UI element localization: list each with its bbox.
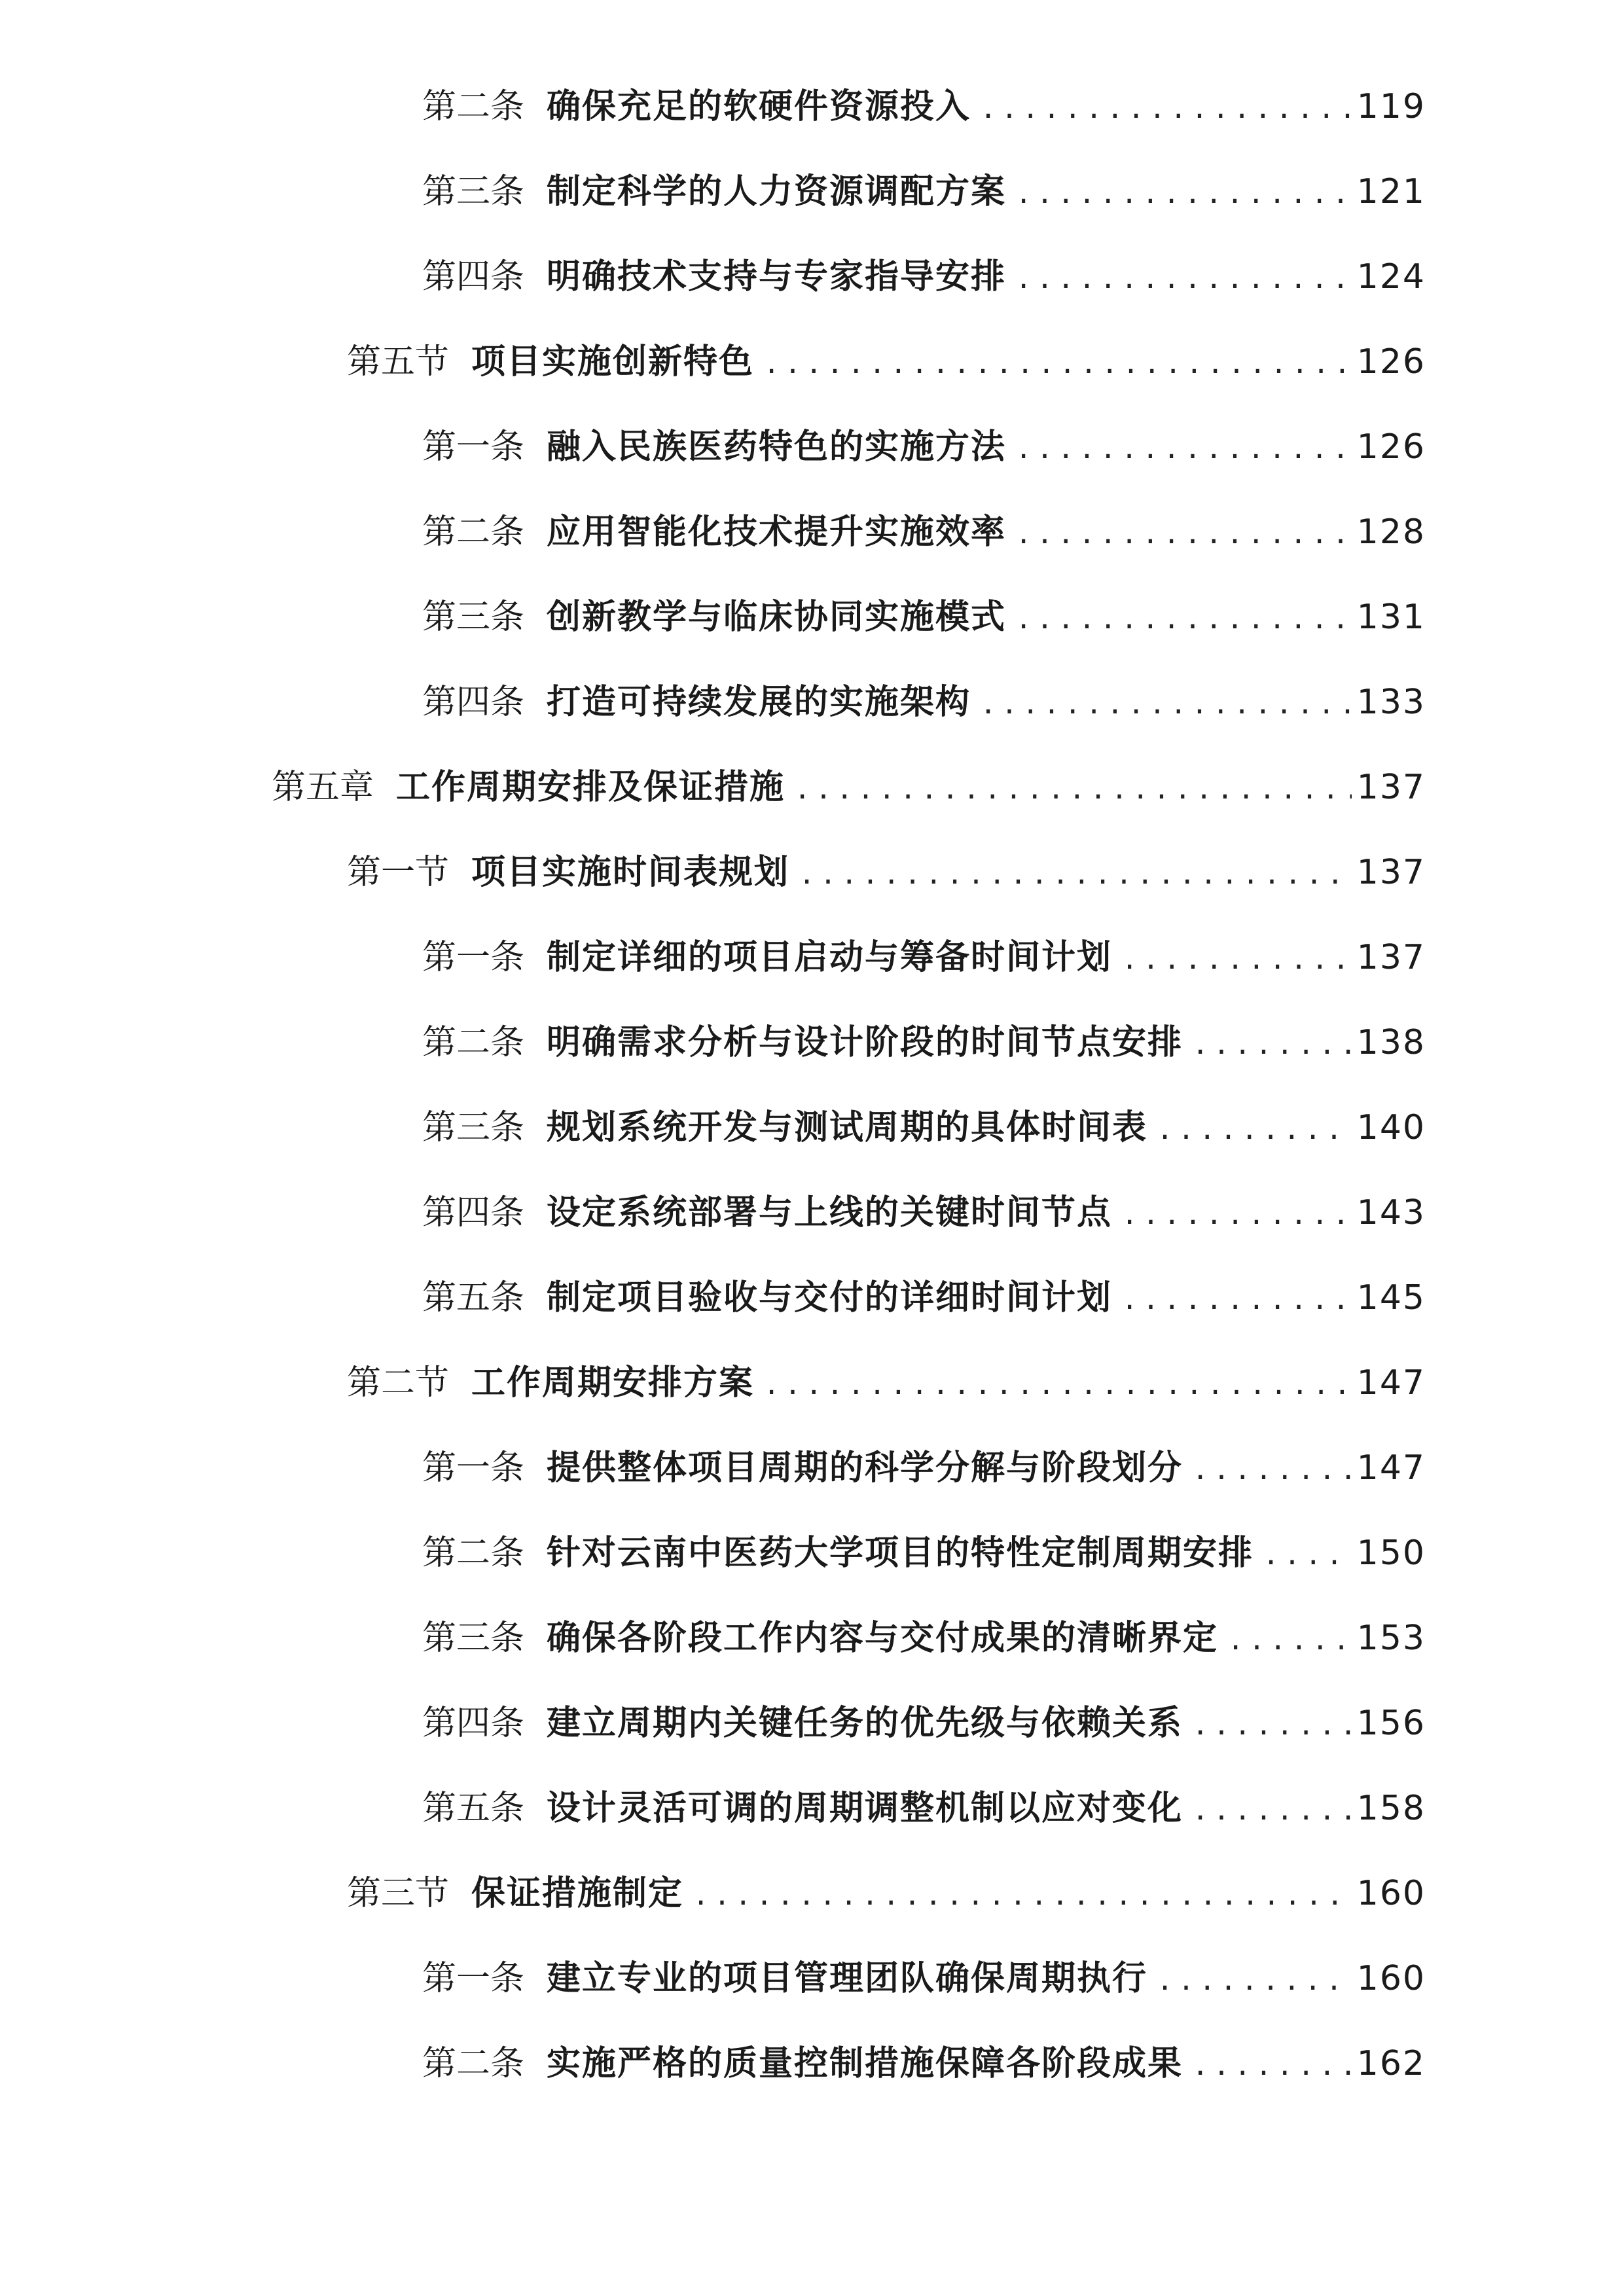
toc-entry[interactable] xyxy=(422,925,1426,990)
entry-number: 第三条 xyxy=(422,172,525,211)
toc-entry[interactable] xyxy=(422,244,1426,310)
entry-number: 第四条 xyxy=(422,1704,525,1743)
entry-title: 制定详细的项目启动与筹备时间计划 xyxy=(547,937,1113,977)
toc-entry[interactable] xyxy=(422,414,1426,480)
page-number: 137 xyxy=(1356,938,1426,977)
page-number: 124 xyxy=(1356,257,1426,296)
toc-entry[interactable] xyxy=(422,2031,1426,2096)
dot-leader xyxy=(1015,416,1352,482)
page-number: 150 xyxy=(1356,1534,1426,1573)
page-number: 147 xyxy=(1356,1363,1426,1403)
entry-title: 融入民族医药特色的实施方法 xyxy=(547,427,1007,467)
toc-entry[interactable] xyxy=(422,1605,1426,1671)
entry-number: 第五节 xyxy=(347,342,450,382)
toc-entry[interactable] xyxy=(422,74,1426,139)
toc-entry[interactable] xyxy=(422,499,1426,565)
dot-leader xyxy=(1121,927,1352,992)
page-number: 119 xyxy=(1356,87,1426,126)
entry-number: 第一条 xyxy=(422,938,525,977)
toc-entry[interactable] xyxy=(272,755,1426,820)
entry-number: 第二条 xyxy=(422,1534,525,1573)
entry-title: 明确技术支持与专家指导安排 xyxy=(547,257,1007,296)
toc-entry[interactable] xyxy=(422,1520,1426,1586)
dot-leader xyxy=(794,757,1352,822)
toc-entry[interactable] xyxy=(422,1691,1426,1756)
page-number: 133 xyxy=(1356,683,1426,722)
entry-number: 第三条 xyxy=(422,1619,525,1658)
toc-entry[interactable] xyxy=(347,329,1426,395)
toc-entry[interactable] xyxy=(422,1946,1426,2011)
entry-number: 第四条 xyxy=(422,1193,525,1232)
entry-title: 实施严格的质量控制措施保障各阶段成果 xyxy=(547,2043,1183,2083)
dot-leader xyxy=(1192,2033,1352,2098)
dot-leader xyxy=(1015,586,1352,652)
entry-title: 创新教学与临床协同实施模式 xyxy=(547,597,1007,637)
page-number: 160 xyxy=(1356,1874,1426,1913)
dot-leader xyxy=(1015,161,1352,226)
entry-title: 工作周期安排及保证措施 xyxy=(396,767,785,807)
entry-number: 第三条 xyxy=(422,1108,525,1147)
dot-leader xyxy=(980,672,1352,737)
dot-leader xyxy=(1015,501,1352,567)
page-number: 156 xyxy=(1356,1704,1426,1743)
toc-entry[interactable] xyxy=(422,584,1426,650)
entry-number: 第二条 xyxy=(422,512,525,552)
entry-number: 第二条 xyxy=(422,87,525,126)
toc-entry[interactable] xyxy=(347,1861,1426,1926)
entry-title: 明确需求分析与设计阶段的时间节点安排 xyxy=(547,1022,1183,1062)
toc-entry[interactable] xyxy=(422,1435,1426,1501)
toc-entry[interactable] xyxy=(422,1010,1426,1075)
toc-entry[interactable] xyxy=(422,1180,1426,1246)
page-number: 138 xyxy=(1356,1023,1426,1062)
dot-leader xyxy=(1192,1693,1352,1758)
dot-leader xyxy=(763,331,1352,397)
page-number: 137 xyxy=(1356,768,1426,807)
entry-number: 第三条 xyxy=(422,598,525,637)
dot-leader xyxy=(1263,1522,1352,1588)
entry-number: 第二条 xyxy=(422,2044,525,2083)
toc-entry[interactable] xyxy=(347,1350,1426,1416)
entry-number: 第一条 xyxy=(422,427,525,467)
entry-number: 第五条 xyxy=(422,1278,525,1318)
entry-title: 提供整体项目周期的科学分解与阶段划分 xyxy=(547,1448,1183,1488)
toc-entry[interactable] xyxy=(422,670,1426,735)
page-number: 160 xyxy=(1356,1959,1426,1998)
toc-entry[interactable] xyxy=(422,159,1426,224)
entry-number: 第四条 xyxy=(422,683,525,722)
dot-leader xyxy=(980,76,1352,141)
entry-title: 设定系统部署与上线的关键时间节点 xyxy=(547,1193,1113,1232)
dot-leader xyxy=(763,1352,1352,1418)
entry-number: 第五章 xyxy=(272,768,374,807)
page-number: 145 xyxy=(1356,1278,1426,1318)
page-number: 158 xyxy=(1356,1789,1426,1828)
entry-title: 项目实施时间表规划 xyxy=(471,852,790,892)
dot-leader xyxy=(1157,1948,1352,2013)
entry-title: 工作周期安排方案 xyxy=(471,1363,755,1403)
page-number: 162 xyxy=(1356,2044,1426,2083)
entry-number: 第二条 xyxy=(422,1023,525,1062)
entry-number: 第四条 xyxy=(422,257,525,296)
dot-leader xyxy=(1192,1012,1352,1077)
page-number: 140 xyxy=(1356,1108,1426,1147)
page-number: 131 xyxy=(1356,598,1426,637)
entry-title: 确保各阶段工作内容与交付成果的清晰界定 xyxy=(547,1618,1219,1658)
page-number: 126 xyxy=(1356,342,1426,382)
dot-leader xyxy=(1192,1778,1352,1843)
entry-number: 第三节 xyxy=(347,1874,450,1913)
toc-entry[interactable] xyxy=(422,1265,1426,1331)
entry-title: 针对云南中医药大学项目的特性定制周期安排 xyxy=(547,1533,1254,1573)
page-number: 147 xyxy=(1356,1448,1426,1488)
dot-leader xyxy=(1121,1267,1352,1333)
page-number: 153 xyxy=(1356,1619,1426,1658)
entry-title: 项目实施创新特色 xyxy=(471,342,755,382)
page-number: 137 xyxy=(1356,853,1426,892)
dot-leader xyxy=(1015,246,1352,312)
entry-title: 应用智能化技术提升实施效率 xyxy=(547,512,1007,552)
page-number: 128 xyxy=(1356,512,1426,552)
entry-number: 第一条 xyxy=(422,1448,525,1488)
entry-number: 第二节 xyxy=(347,1363,450,1403)
entry-title: 制定项目验收与交付的详细时间计划 xyxy=(547,1278,1113,1318)
toc-entry[interactable] xyxy=(422,1776,1426,1841)
entry-title: 确保充足的软硬件资源投入 xyxy=(547,86,971,126)
entry-title: 建立周期内关键任务的优先级与依赖关系 xyxy=(547,1703,1183,1743)
dot-leader xyxy=(693,1863,1352,1928)
page-number: 143 xyxy=(1356,1193,1426,1232)
entry-number: 第一条 xyxy=(422,1959,525,1998)
entry-title: 打造可持续发展的实施架构 xyxy=(547,682,971,722)
toc-entry[interactable] xyxy=(347,840,1426,905)
dot-leader xyxy=(1227,1607,1352,1673)
entry-title: 规划系统开发与测试周期的具体时间表 xyxy=(547,1107,1148,1147)
entry-number: 第一节 xyxy=(347,853,450,892)
entry-number: 第五条 xyxy=(422,1789,525,1828)
page-number: 121 xyxy=(1356,172,1426,211)
dot-leader xyxy=(1157,1097,1352,1162)
dot-leader xyxy=(799,842,1352,907)
entry-title: 保证措施制定 xyxy=(471,1873,684,1913)
dot-leader xyxy=(1192,1437,1352,1503)
toc-entry[interactable] xyxy=(422,1095,1426,1160)
entry-title: 设计灵活可调的周期调整机制以应对变化 xyxy=(547,1788,1183,1828)
entry-title: 建立专业的项目管理团队确保周期执行 xyxy=(547,1958,1148,1998)
entry-title: 制定科学的人力资源调配方案 xyxy=(547,171,1007,211)
page-number: 126 xyxy=(1356,427,1426,467)
dot-leader xyxy=(1121,1182,1352,1247)
